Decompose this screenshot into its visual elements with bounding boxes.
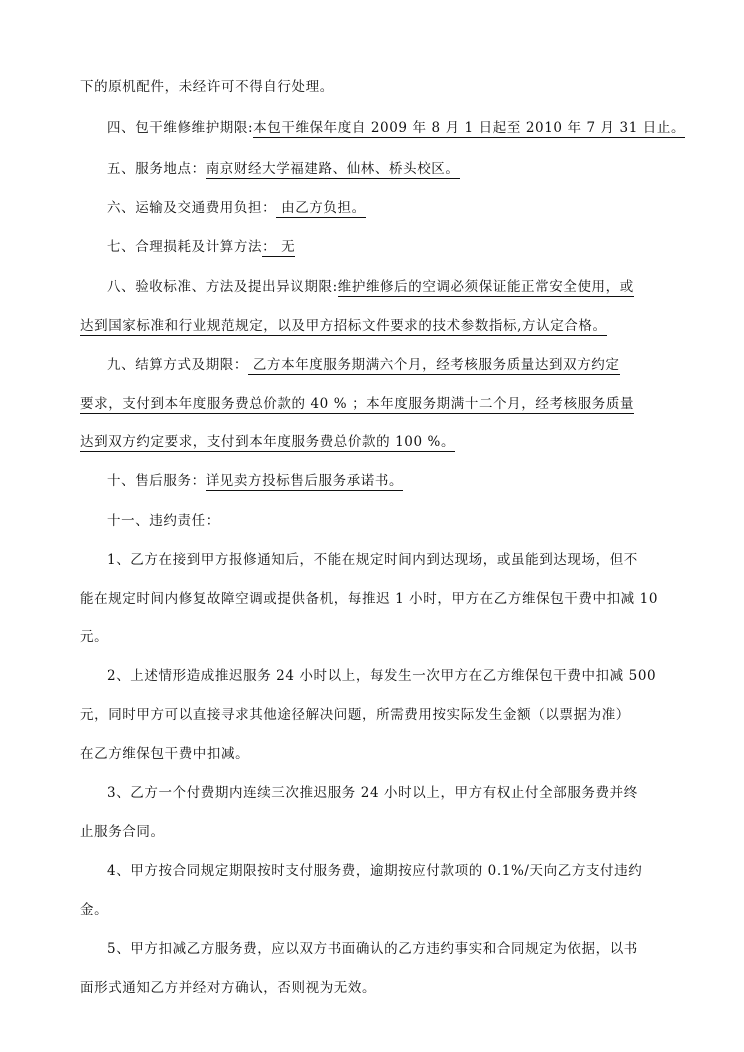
clause-6 xyxy=(107,199,366,217)
clause-4 xyxy=(107,119,685,137)
clause-4-value: 本包干维保年度自 2009 年 8 月 1 日起至 2010 年 7 月 31 日止。 xyxy=(253,120,686,136)
clause-8-label: 八、验收标准、方法及提出异议期限: xyxy=(107,279,338,295)
clause-10-value: 详见卖方投标售后服务承诺书。 xyxy=(205,473,404,489)
paragraph-1-line-1: 1、乙方在接到甲方报修通知后，不能在规定时间内到达现场，或虽能到达现场，但不 xyxy=(107,552,638,568)
clause-11-heading: 十一、违约责任： xyxy=(107,513,220,529)
clause-5 xyxy=(107,160,460,178)
paragraph-1-line-3: 元。 xyxy=(80,629,109,645)
paragraph-5-line-2: 面形式通知乙方并经对方确认，否则视为无效。 xyxy=(80,980,377,996)
clause-9-value-end: 达到双方约定要求，支付到本年度服务费总价款的 100 %。 xyxy=(80,434,456,450)
clause-7-value: ： 无 xyxy=(262,239,296,255)
clause-9-label: 九、结算方式及期限： xyxy=(107,357,248,373)
paragraph-2-line-1: 2、上述情形造成推迟服务 24 小时以上，每发生一次甲方在乙方维保包干费中扣减 500 xyxy=(107,668,657,684)
paragraph-3-line-1: 3、乙方一个付费期内连续三次推迟服务 24 小时以上，甲方有权止付全部服务费并终 xyxy=(107,785,638,801)
clause-8-value: 维护维修后的空调必须保证能正常安全使用，或 xyxy=(337,279,634,295)
clause-8-line-2 xyxy=(80,317,607,335)
clause-4-label: 四、包干维修维护期限: xyxy=(107,120,254,136)
clause-7 xyxy=(107,238,295,256)
clause-6-label: 六、运输及交通费用负担： xyxy=(107,200,277,216)
clause-9-value: 乙方本年度服务期满六个月，经考核服务质量达到双方约定 xyxy=(248,357,620,373)
clause-9-line-1 xyxy=(107,356,620,374)
clause-9-line-2 xyxy=(80,395,634,413)
clause-10 xyxy=(107,472,403,490)
text-line: 下的原机配件，未经许可不得自行处理。 xyxy=(80,79,334,95)
clause-10-label: 十、售后服务： xyxy=(107,473,206,489)
paragraph-5-line-1: 5、甲方扣减乙方服务费，应以双方书面确认的乙方违约事实和合同规定为依据，以书 xyxy=(107,941,638,957)
clause-6-value: 由乙方负担。 xyxy=(276,200,366,216)
paragraph-4-line-1: 4、甲方按合同规定期限按时支付服务费，逾期按应付款项的 0.1%/天向乙方支付违约 xyxy=(107,863,643,879)
paragraph-2-line-2: 元，同时甲方可以直接寻求其他途径解决问题，所需费用按实际发生金额（以票据为准） xyxy=(80,707,630,723)
paragraph-3-line-2: 止服务合同。 xyxy=(80,824,165,840)
clause-8-value-cont: 达到国家标准和行业规范规定，以及甲方招标文件要求的技术参数指标,方认定合格。 xyxy=(80,318,607,334)
clause-8-line-1 xyxy=(107,278,634,296)
paragraph-4-line-2: 金。 xyxy=(80,902,109,918)
clause-7-label: 七、合理损耗及计算方法 xyxy=(107,239,263,255)
paragraph-1-line-2: 能在规定时间内修复故障空调或提供备机，每推迟 1 小时，甲方在乙方维保包干费中扣减 10 xyxy=(80,591,659,607)
clause-9-value-cont: 要求，支付到本年度服务费总价款的 40 % ；本年度服务期满十二个月，经考核服务质量 xyxy=(80,396,635,412)
clause-9-line-3 xyxy=(80,433,455,451)
clause-5-value: 南京财经大学福建路、仙林、桥头校区。 xyxy=(205,161,460,177)
clause-5-label: 五、服务地点： xyxy=(107,161,206,177)
paragraph-2-line-3: 在乙方维保包干费中扣减。 xyxy=(80,746,250,762)
